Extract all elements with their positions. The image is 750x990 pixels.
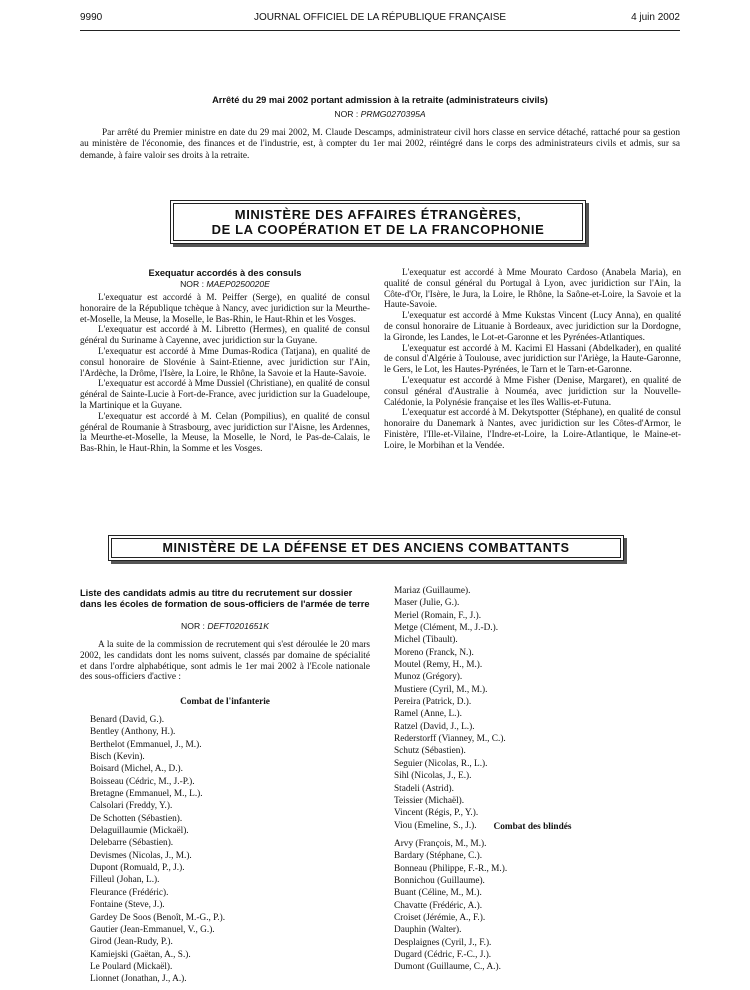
candidate-name: Ratzel (David, J., L.).	[394, 721, 475, 732]
candidate-name: Mustiere (Cyril, M., M.).	[394, 684, 488, 695]
candidate-name: Calsolari (Freddy, Y.).	[90, 801, 173, 812]
candidate-name: Berthelot (Emmanuel, J., M.).	[90, 739, 202, 750]
candidate-name: Bisch (Kevin).	[90, 752, 145, 763]
infantry-name-list	[90, 714, 360, 986]
candidate-name: Buant (Céline, M., M.).	[394, 888, 482, 899]
candidate-name: Vincent (Régis, P., Y.).	[394, 808, 479, 819]
exequatur-paragraph: L'exequatur est accordé à Mme Dumas-Rodica (Tatjana), en qualité de consul honoraire de Slovénie à Saint-Etienne, avec juridiction sur l'Ain, l'Ardèche, la Drôme, l'Isère, la Loire, le Rhône, la Savoie et la Haute-Savoie.	[80, 346, 370, 379]
candidate-name: Stadeli (Astrid).	[394, 783, 454, 794]
exequatur-left-column	[80, 293, 370, 455]
exequatur-right-column	[384, 268, 681, 452]
ministry-line-1: MINISTÈRE DES AFFAIRES ÉTRANGÈRES,	[234, 206, 522, 222]
candidate-name: Sihl (Nicolas, J., E.).	[394, 771, 472, 782]
candidate-name: Viou (Emeline, S., J.).	[394, 820, 477, 831]
candidate-name: Mariaz (Guillaume).	[394, 586, 471, 596]
candidates-nor	[80, 621, 370, 631]
nor-label: NOR :	[180, 279, 207, 289]
decree-body: Par arrêté du Premier ministre en date du 29 mai 2002, M. Claude Descamps, administrateur civil hors classe en service détaché, rattaché pour sa gestion au ministère de l'économie, des finances et de l'industrie, est, à compter du 1er mai 2002, réintégré dans le corps des administrateurs civils et admis, sur sa demande, à faire valoir ses droits à la retraite.	[80, 128, 680, 161]
candidate-name: Dauphin (Walter).	[394, 925, 462, 936]
exequatur-paragraph: L'exequatur est accordé à Mme Mourato Cardoso (Anabela Maria), en qualité de consul général du Portugal à Lyon, avec juridiction sur l'Ain, la Côte-d'Or, l'Isère, le Jura, la Loire, le Rhône, la Saône-et-Loire, la Savoie et la Haute-Savoie.	[384, 268, 681, 311]
exequatur-nor	[80, 279, 370, 289]
ministry-foreign-affairs-banner	[170, 200, 586, 244]
candidate-name: Bentley (Anthony, H.).	[90, 727, 176, 738]
candidate-name: Benard (David, G.).	[90, 715, 165, 725]
candidate-name: Pereira (Patrick, D.).	[394, 697, 472, 708]
exequatur-paragraph: L'exequatur est accordé à Mme Dussiel (Christiane), en qualité de consul général de Sainte-Lucie à Fort-de-France, avec juridiction sur la Guadeloupe, la Martinique et la Guyane.	[80, 379, 370, 411]
candidate-name: Lionnet (Jonathan, J., A.).	[90, 974, 187, 985]
candidate-name: Meriel (Romain, F., J.).	[394, 610, 482, 621]
candidate-name: Bretagne (Emmanuel, M., L.).	[90, 789, 203, 800]
exequatur-paragraph: L'exequatur est accordé à Mme Kukstas Vincent (Lucy Anna), en qualité de consul honoraire de Lituanie à Bordeaux, avec juridiction sur la Dordogne, la Gironde, les Landes, le Lot-et-Garonne et les Pyrénées-Atlantiques.	[384, 311, 681, 343]
issue-date: 4 juin 2002	[631, 12, 680, 23]
candidate-name: Moutel (Remy, H., M.).	[394, 660, 483, 671]
candidate-name: Fontaine (Steve, J.).	[90, 900, 165, 911]
armor-name-list	[394, 838, 664, 974]
candidate-name: Gardey De Soos (Benoît, M.-G., P.).	[90, 912, 226, 923]
candidate-name: Gautier (Jean-Emmanuel, V., G.).	[90, 924, 215, 935]
infantry-heading: Combat de l'infanterie	[180, 697, 270, 707]
candidate-name: Dupont (Romuald, P., J.).	[90, 863, 185, 874]
candidates-intro: A la suite de la commission de recrutement qui s'est déroulée le 20 mars 2002, les candidats dont les noms suivent, classés par domaine de spécialité et dans l'ordre alphabétique, sont admis le 1er mai 2002 à l'Ecole nationale des sous-officiers d'active :	[80, 640, 370, 683]
candidate-name: Ramel (Anne, L.).	[394, 709, 462, 720]
nor-code: PRMG0270395A	[360, 109, 426, 119]
candidate-name: Desplaignes (Cyril, J., F.).	[394, 937, 492, 948]
candidate-name: Delaguillaumie (Mickaël).	[90, 826, 189, 837]
candidates-title: Liste des candidats admis au titre du recrutement sur dossier dans les écoles de formation de sous-officiers de l'armée de terre	[80, 588, 370, 609]
candidate-name: Fleurance (Frédéric).	[90, 887, 169, 898]
nor-label: NOR :	[334, 109, 361, 119]
decree-nor	[80, 109, 680, 119]
candidate-name: Filleul (Johan, L.).	[90, 875, 160, 886]
exequatur-paragraph: L'exequatur est accordé à M. Celan (Pompilius), en qualité de consul général de Roumanie à Strasbourg, avec juridiction sur l'Aisne, les Ardennes, la Meurthe-et-Moselle, la Meuse, la Moselle, le Nord, le Pas-de-Calais, le Bas-Rhin, le Haut-Rhin, la Somme et les Vosges.	[80, 411, 370, 455]
candidate-name: Croiset (Jérémie, A., F.).	[394, 913, 486, 924]
candidate-name: Chavatte (Frédéric, A.).	[394, 900, 483, 911]
ministry-line-2: DE LA COOPÉRATION ET DE LA FRANCOPHONIE	[211, 222, 545, 237]
exequatur-paragraph: L'exequatur est accordé à M. Kacimi El Hassani (Abdelkader), en qualité de consul d'Algérie à Toulouse, avec juridiction sur l'Ariège, la Haute-Garonne, le Gers, le Lot, les Hautes-Pyrénées, le Tarn et le Tarn-et-Garonne.	[384, 343, 681, 376]
exequatur-paragraph: L'exequatur est accordé à M. Peiffer (Serge), en qualité de consul honoraire de la République tchèque à Nancy, avec juridiction sur la Meurthe-et-Moselle, la Meuse, la Moselle, le Bas-Rhin, le Haut-Rhin et les Vosges.	[80, 293, 370, 325]
header-rule	[80, 30, 680, 31]
candidate-name: Michel (Tibault).	[394, 635, 458, 646]
exequatur-paragraph: L'exequatur est accordé à M. Dekytspotter (Stéphane), en qualité de consul honoraire du Danemark à Nantes, avec juridiction sur les Côtes-d'Armor, le Finistère, l'Ille-et-Vilaine, l'Indre-et-Loire, la Loire-Atlantique, le Maine-et-Loire, le Morbihan et la Vendée.	[384, 408, 681, 451]
nor-code: MAEP0250020E	[206, 279, 270, 289]
ministry-defence-banner	[108, 535, 624, 561]
candidate-name: Moreno (Franck, N.).	[394, 647, 474, 658]
infantry-name-list-continued	[394, 585, 664, 832]
exequatur-paragraph: L'exequatur est accordé à M. Libretto (Hermes), en qualité de consul général du Suriname à Cayenne, avec juridiction sur la Guyane.	[80, 325, 370, 347]
candidate-name: Devismes (Nicolas, J., M.).	[90, 850, 192, 861]
candidate-name: Teissier (Michaël).	[394, 795, 465, 806]
candidate-name: Rederstorff (Vianney, M., C.).	[394, 734, 506, 745]
nor-code: DEFT0201651K	[207, 621, 269, 631]
candidate-name: Bonnichou (Guillaume).	[394, 876, 485, 887]
candidate-name: Seguier (Nicolas, R., L.).	[394, 758, 488, 769]
page-number: 9990	[80, 12, 103, 23]
nor-label: NOR :	[181, 621, 208, 631]
candidate-name: Kamiejski (Gaëtan, A., S.).	[90, 949, 191, 960]
candidate-name: Bardary (Stéphane, C.).	[394, 851, 483, 862]
candidate-name: Boisseau (Cédric, M., J.-P.).	[90, 776, 195, 787]
candidate-name: Metge (Clément, M., J.-D.).	[394, 623, 499, 634]
candidate-name: Maser (Julie, G.).	[394, 598, 460, 609]
candidate-name: De Schotten (Sébastien).	[90, 813, 183, 824]
candidate-name: Dumont (Guillaume, C., A.).	[394, 962, 501, 973]
candidate-name: Bonneau (Philippe, F.-R., M.).	[394, 863, 508, 874]
journal-title: JOURNAL OFFICIEL DE LA RÉPUBLIQUE FRANÇAISE	[253, 12, 507, 23]
ministry-line: MINISTÈRE DE LA DÉFENSE ET DES ANCIENS COMBATTANTS	[162, 541, 570, 555]
candidate-name: Schutz (Sébastien).	[394, 746, 466, 757]
decree-title: Arrêté du 29 mai 2002 portant admission à la retraite (administrateurs civils)	[212, 95, 548, 105]
candidate-name: Delebarre (Sébastien).	[90, 838, 174, 849]
candidate-name: Boisard (Michel, A., D.).	[90, 764, 183, 775]
candidate-name: Girod (Jean-Rudy, P.).	[90, 937, 173, 948]
candidate-name: Le Poulard (Mickaël).	[90, 961, 173, 972]
candidate-name: Munoz (Grégory).	[394, 672, 463, 683]
armor-heading: Combat des blindés	[493, 822, 572, 832]
exequatur-title: Exequatur accordés à des consuls	[148, 268, 302, 278]
candidate-name: Arvy (François, M., M.).	[394, 839, 487, 849]
candidate-name: Dugard (Cédric, F.-C., J.).	[394, 950, 492, 961]
exequatur-paragraph: L'exequatur est accordé à Mme Fisher (Denise, Margaret), en qualité de consul général d'Australie à Nouméa, avec juridiction sur la Nouvelle-Calédonie, la Polynésie française et les îles Wallis-et-Futuna.	[384, 375, 681, 408]
